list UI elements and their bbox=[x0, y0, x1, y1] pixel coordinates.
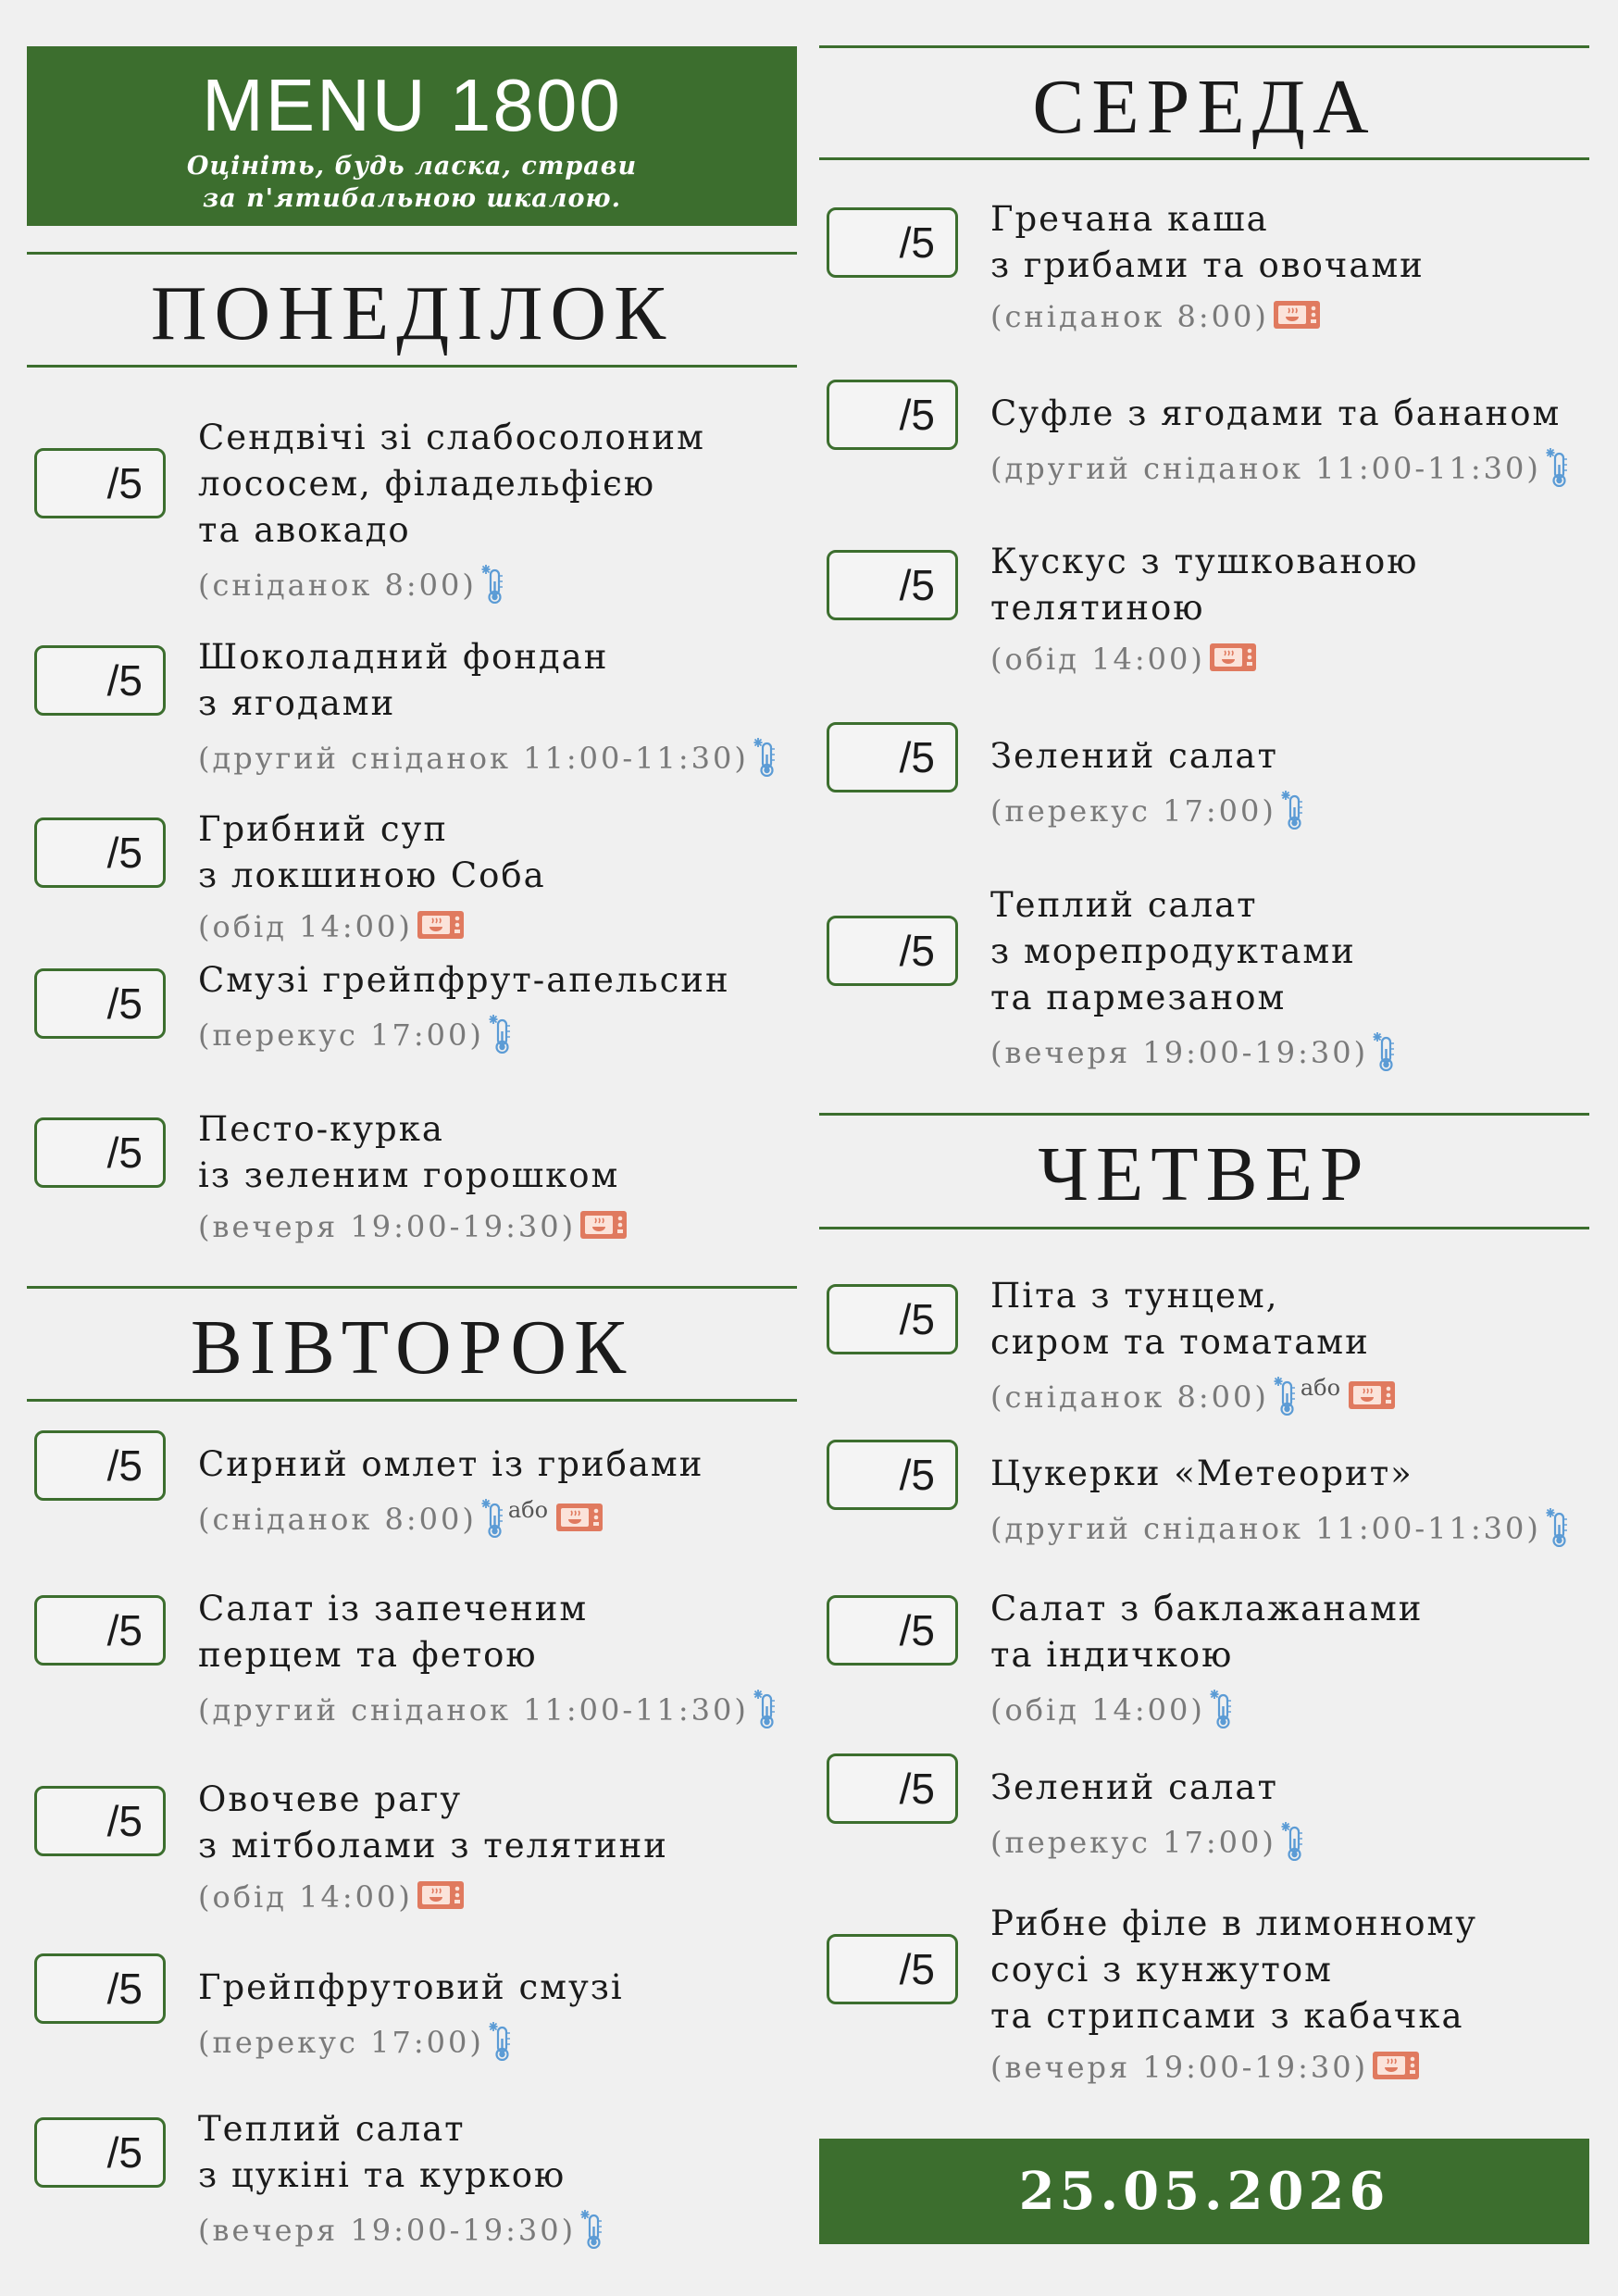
thermometer-snowflake-icon bbox=[1372, 1030, 1396, 1075]
menu-header bbox=[27, 46, 797, 226]
meal-time: (сніданок 8:00) bbox=[198, 1502, 477, 1537]
dish-name: Сендвічі зі слабосолоним лососем, філадельфією та авокадо bbox=[198, 418, 705, 550]
thermometer-snowflake-icon bbox=[1280, 789, 1304, 833]
meal-time-line bbox=[990, 1375, 1583, 1419]
dish-name: Смузі грейпфрут-апельсин bbox=[198, 960, 730, 1000]
microwave-icon bbox=[1273, 298, 1321, 335]
dish-info bbox=[198, 1586, 790, 1732]
meal-time: (перекус 17:00) bbox=[198, 1017, 484, 1053]
divider bbox=[27, 1286, 797, 1289]
day-title-thursday: ЧЕТВЕР bbox=[1038, 1131, 1371, 1217]
dish-name: Теплий салат з морепродуктами та пармезаном bbox=[990, 885, 1356, 1017]
thermometer-snowflake-icon bbox=[579, 2208, 604, 2252]
menu-title: MENU 1800 bbox=[202, 64, 622, 146]
meal-time-line bbox=[990, 298, 1583, 343]
meal-time-line bbox=[198, 908, 790, 953]
dish-info bbox=[198, 1777, 790, 1923]
meal-time-line bbox=[198, 1497, 790, 1541]
meal-time: (обід 14:00) bbox=[198, 1879, 413, 1915]
or-label: або bbox=[507, 1497, 549, 1524]
menu-subtitle-line1: Оцініть, будь ласка, страви bbox=[186, 152, 638, 181]
meal-time-line bbox=[990, 1820, 1583, 1865]
meal-time-line bbox=[198, 563, 790, 607]
dish-info bbox=[198, 634, 790, 780]
rating-input[interactable]: /5 bbox=[827, 207, 958, 278]
meal-time: (вечеря 19:00-19:30) bbox=[198, 1209, 577, 1244]
meal-time: (сніданок 8:00) bbox=[990, 1379, 1269, 1415]
meal-time: (обід 14:00) bbox=[198, 909, 413, 944]
meal-time: (вечеря 19:00-19:30) bbox=[990, 1035, 1369, 1070]
rating-input[interactable]: /5 bbox=[827, 722, 958, 792]
meal-time-line bbox=[990, 641, 1583, 685]
dish-info bbox=[198, 806, 790, 953]
meal-time-line bbox=[990, 446, 1583, 491]
thermometer-snowflake-icon bbox=[480, 563, 504, 607]
dish-info bbox=[198, 415, 790, 607]
rating-input[interactable]: /5 bbox=[827, 1934, 958, 2004]
thermometer-snowflake-icon bbox=[488, 1013, 512, 1057]
meal-time: (обід 14:00) bbox=[990, 642, 1205, 677]
rating-input[interactable]: /5 bbox=[827, 1284, 958, 1354]
thermometer-snowflake-icon bbox=[1545, 1506, 1569, 1551]
meal-time: (сніданок 8:00) bbox=[990, 299, 1269, 334]
rating-input[interactable]: /5 bbox=[34, 968, 166, 1039]
dish-name: Цукерки «Метеорит» bbox=[990, 1454, 1413, 1493]
day-title-tuesday: ВІВТОРОК bbox=[190, 1304, 634, 1391]
meal-time: (перекус 17:00) bbox=[198, 2025, 484, 2060]
dish-name: Салат з баклажанами та індичкою bbox=[990, 1589, 1424, 1675]
thermometer-snowflake-icon bbox=[753, 1688, 777, 1732]
thermometer-snowflake-icon bbox=[1273, 1375, 1297, 1419]
meal-time-line bbox=[990, 1030, 1583, 1075]
thermometer-snowflake-icon bbox=[480, 1497, 504, 1541]
meal-time: (другий сніданок 11:00-11:30) bbox=[990, 1511, 1541, 1546]
thermometer-snowflake-icon bbox=[1545, 446, 1569, 491]
dish-info bbox=[990, 1765, 1583, 1865]
rating-input[interactable]: /5 bbox=[827, 1440, 958, 1510]
dish-info bbox=[198, 957, 790, 1057]
dish-name: Зелений салат bbox=[990, 1767, 1278, 1807]
rating-input[interactable]: /5 bbox=[34, 1430, 166, 1501]
meal-time: (перекус 17:00) bbox=[990, 793, 1276, 829]
divider bbox=[27, 1399, 797, 1402]
dish-info bbox=[990, 1273, 1583, 1419]
dish-name: Салат із запеченим перцем та фетою bbox=[198, 1589, 589, 1675]
dish-name: Кускус з тушкованою телятиною bbox=[990, 542, 1419, 628]
dish-info bbox=[198, 1965, 790, 2065]
dish-info bbox=[198, 2106, 790, 2252]
divider bbox=[819, 45, 1589, 48]
day-title-wednesday: СЕРЕДА bbox=[1032, 64, 1376, 150]
rating-input[interactable]: /5 bbox=[827, 1753, 958, 1824]
microwave-icon bbox=[1348, 1379, 1396, 1416]
meal-time: (другий сніданок 11:00-11:30) bbox=[990, 451, 1541, 486]
dish-name: Грибний суп з локшиною Соба bbox=[198, 809, 546, 895]
dish-info bbox=[990, 882, 1583, 1075]
meal-time-line bbox=[198, 1688, 790, 1732]
right-column bbox=[819, 0, 1589, 2296]
meal-time: (вечеря 19:00-19:30) bbox=[990, 2050, 1369, 2085]
dish-info bbox=[990, 196, 1583, 343]
meal-time-line bbox=[990, 1688, 1583, 1732]
rating-input[interactable]: /5 bbox=[827, 1595, 958, 1666]
day-title-monday: ПОНЕДІЛОК bbox=[150, 270, 674, 356]
meal-time-line bbox=[198, 1208, 790, 1253]
meal-time-line bbox=[198, 1013, 790, 1057]
dish-info bbox=[990, 539, 1583, 685]
meal-time-line bbox=[198, 2208, 790, 2252]
meal-time: (перекус 17:00) bbox=[990, 1825, 1276, 1860]
thermometer-snowflake-icon bbox=[488, 2020, 512, 2065]
rating-input[interactable]: /5 bbox=[34, 817, 166, 888]
divider bbox=[819, 157, 1589, 160]
divider bbox=[819, 1113, 1589, 1116]
meal-time: (обід 14:00) bbox=[990, 1692, 1205, 1728]
dish-info bbox=[990, 391, 1583, 491]
microwave-icon bbox=[417, 908, 465, 945]
meal-time: (другий сніданок 11:00-11:30) bbox=[198, 1692, 749, 1728]
dish-name: Суфле з ягодами та бананом bbox=[990, 393, 1562, 433]
rating-input[interactable]: /5 bbox=[34, 2117, 166, 2188]
dish-info bbox=[990, 1586, 1583, 1732]
dish-name: Песто-курка із зеленим горошком bbox=[198, 1109, 620, 1195]
dish-name: Сирний омлет із грибами bbox=[198, 1444, 704, 1484]
dish-info bbox=[990, 733, 1583, 833]
rating-input[interactable]: /5 bbox=[827, 380, 958, 450]
meal-time: (вечеря 19:00-19:30) bbox=[198, 2213, 577, 2248]
rating-input[interactable]: /5 bbox=[34, 448, 166, 518]
microwave-icon bbox=[417, 1878, 465, 1915]
menu-subtitle-line2: за п'ятибальною шкалою. bbox=[203, 184, 621, 213]
dish-name: Рибне філе в лимонному соусі з кунжутом та стрипсами з кабачка bbox=[990, 1903, 1478, 2036]
thermometer-snowflake-icon bbox=[753, 736, 777, 780]
menu-date: 25.05.2026 bbox=[819, 2139, 1589, 2244]
microwave-icon bbox=[1372, 2049, 1420, 2086]
dish-info bbox=[990, 1451, 1583, 1551]
dish-info bbox=[990, 1901, 1583, 2093]
dish-name: Гречана каша з грибами та овочами bbox=[990, 199, 1425, 285]
rating-input[interactable]: /5 bbox=[34, 645, 166, 716]
meal-time: (сніданок 8:00) bbox=[198, 568, 477, 603]
rating-input[interactable]: /5 bbox=[827, 916, 958, 986]
thermometer-snowflake-icon bbox=[1209, 1688, 1233, 1732]
microwave-icon bbox=[579, 1208, 628, 1245]
meal-time-line bbox=[198, 2020, 790, 2065]
dish-name: Теплий салат з цукіні та куркою bbox=[198, 2109, 566, 2195]
meal-time-line bbox=[990, 1506, 1583, 1551]
rating-input[interactable]: /5 bbox=[34, 1786, 166, 1856]
meal-time: (другий сніданок 11:00-11:30) bbox=[198, 741, 749, 776]
or-label: або bbox=[1300, 1375, 1341, 1402]
dish-name: Зелений салат bbox=[990, 736, 1278, 776]
rating-input[interactable]: /5 bbox=[34, 1595, 166, 1666]
meal-time-line bbox=[990, 789, 1583, 833]
rating-input[interactable]: /5 bbox=[827, 550, 958, 620]
left-column bbox=[27, 0, 797, 2296]
microwave-icon bbox=[1209, 641, 1257, 678]
dish-name: Піта з тунцем, сиром та томатами bbox=[990, 1276, 1370, 1362]
microwave-icon bbox=[555, 1501, 604, 1538]
rating-input[interactable]: /5 bbox=[34, 1953, 166, 2024]
thermometer-snowflake-icon bbox=[1280, 1820, 1304, 1865]
dish-info bbox=[198, 1441, 790, 1541]
divider bbox=[27, 365, 797, 368]
dish-name: Овочеве рагу з мітболами з телятини bbox=[198, 1779, 668, 1866]
dish-name: Грейпфрутовий смузі bbox=[198, 1967, 624, 2007]
divider bbox=[27, 252, 797, 255]
meal-time-line bbox=[198, 1878, 790, 1923]
rating-input[interactable]: /5 bbox=[34, 1117, 166, 1188]
meal-time-line bbox=[198, 736, 790, 780]
dish-info bbox=[198, 1106, 790, 1253]
meal-time-line bbox=[990, 2049, 1583, 2093]
divider bbox=[819, 1227, 1589, 1229]
dish-name: Шоколадний фондан з ягодами bbox=[198, 637, 609, 723]
